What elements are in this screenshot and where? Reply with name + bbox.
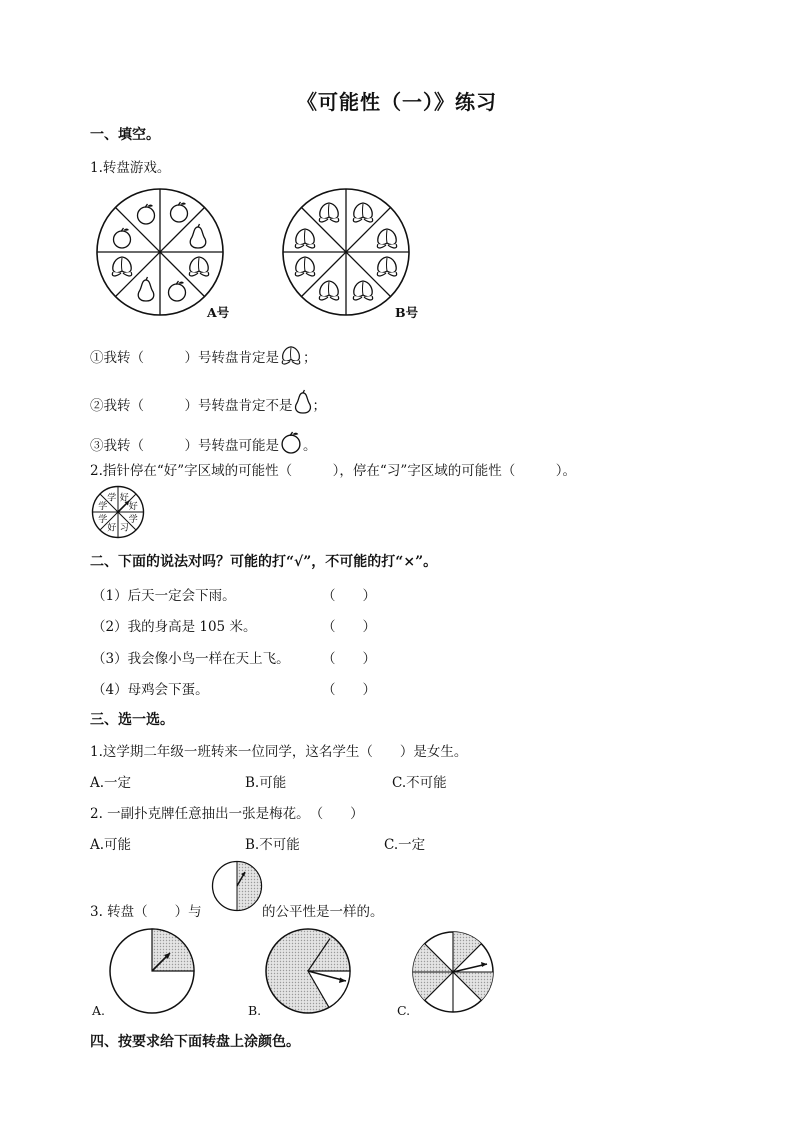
choice-q3-option-c[interactable]: C. [397,1003,411,1018]
choice-q1-option-a[interactable]: A.一定 [90,775,132,791]
judge-blank-2[interactable]: （ ） [322,619,376,635]
choice-q2: 2. 一副扑克牌任意抽出一张是梅花。 （ ） [90,806,364,822]
spinner-a-label: A号 [207,305,230,320]
peach-icon [279,345,303,365]
q1-line-2: ②我转（ ）号转盘肯定不是 ； [90,386,326,414]
wheel-char: 学 [98,514,108,525]
choice-q2-option-b[interactable]: B.不可能 [245,837,300,853]
choice-q1-option-b[interactable]: B.可能 [245,775,287,791]
judge-item-4: （4）母鸡会下蛋。 [92,682,209,698]
choice-q3-before: 3. 转盘（ ）与 [90,904,202,920]
wheel-char: 习 [119,523,129,534]
q1-line-1: ①我转（ ）号转盘肯定是 ； [90,342,317,366]
judge-item-2: （2）我的身高是 105 米。 [92,619,257,635]
judge-blank-3[interactable]: （ ） [322,651,376,667]
q1-label: 1.转盘游戏。 [90,160,171,176]
choice-q1: 1.这学期二年级一班转来一位同学，这名学生（ ）是女生。 [90,744,468,760]
section-1-heading: 一、填空。 [90,127,160,143]
wheel-char: 学 [98,502,108,513]
section-3-heading: 三、选一选。 [90,712,174,728]
spinner-b [279,190,419,320]
judge-item-3: （3）我会像小鸟一样在天上飞。 [92,651,290,667]
section-4-heading: 四、按要求给下面转盘上涂颜色。 [90,1034,300,1050]
section-2-heading: 二、下面的说法对吗？可能的打“√”，不可能的打“×”。 [90,554,438,570]
pear-icon [293,390,313,414]
character-wheel [91,485,145,539]
choice-q3-after: 的公平性是一样的。 [262,904,384,920]
q2-text: 2.指针停在“好”字区域的可能性（ ），停在“习”字区域的可能性（ ）。 [90,463,576,479]
judge-blank-1[interactable]: （ ） [322,588,376,604]
judge-blank-4[interactable]: （ ） [322,682,376,698]
reference-spinner [211,860,263,912]
spinner-b-label: B号 [395,305,419,320]
wheel-char: 学 [128,514,138,525]
q1-line-3: ③我转（ ）号转盘可能是 。 [90,428,317,454]
choice-q3-option-a[interactable]: A. [92,1003,106,1018]
choice-q1-option-c[interactable]: C.不可能 [392,775,447,791]
judge-item-1: （1）后天一定会下雨。 [92,588,236,604]
wheel-char: 学 [107,493,117,504]
wheel-char: 好 [119,493,129,504]
choice-q3-option-b[interactable]: B. [248,1003,262,1018]
apple-icon [279,431,303,453]
wheel-char: 好 [128,502,138,513]
spinner-a [95,190,235,320]
spinner-option-b[interactable] [264,927,352,1015]
spinner-option-c[interactable] [411,930,495,1014]
page-title: 《可能性（一）》练习 [297,90,497,114]
choice-q2-option-c[interactable]: C.一定 [384,837,426,853]
choice-q2-option-a[interactable]: A.可能 [90,837,132,853]
spinner-option-a[interactable] [108,927,196,1015]
wheel-char: 好 [107,523,117,534]
